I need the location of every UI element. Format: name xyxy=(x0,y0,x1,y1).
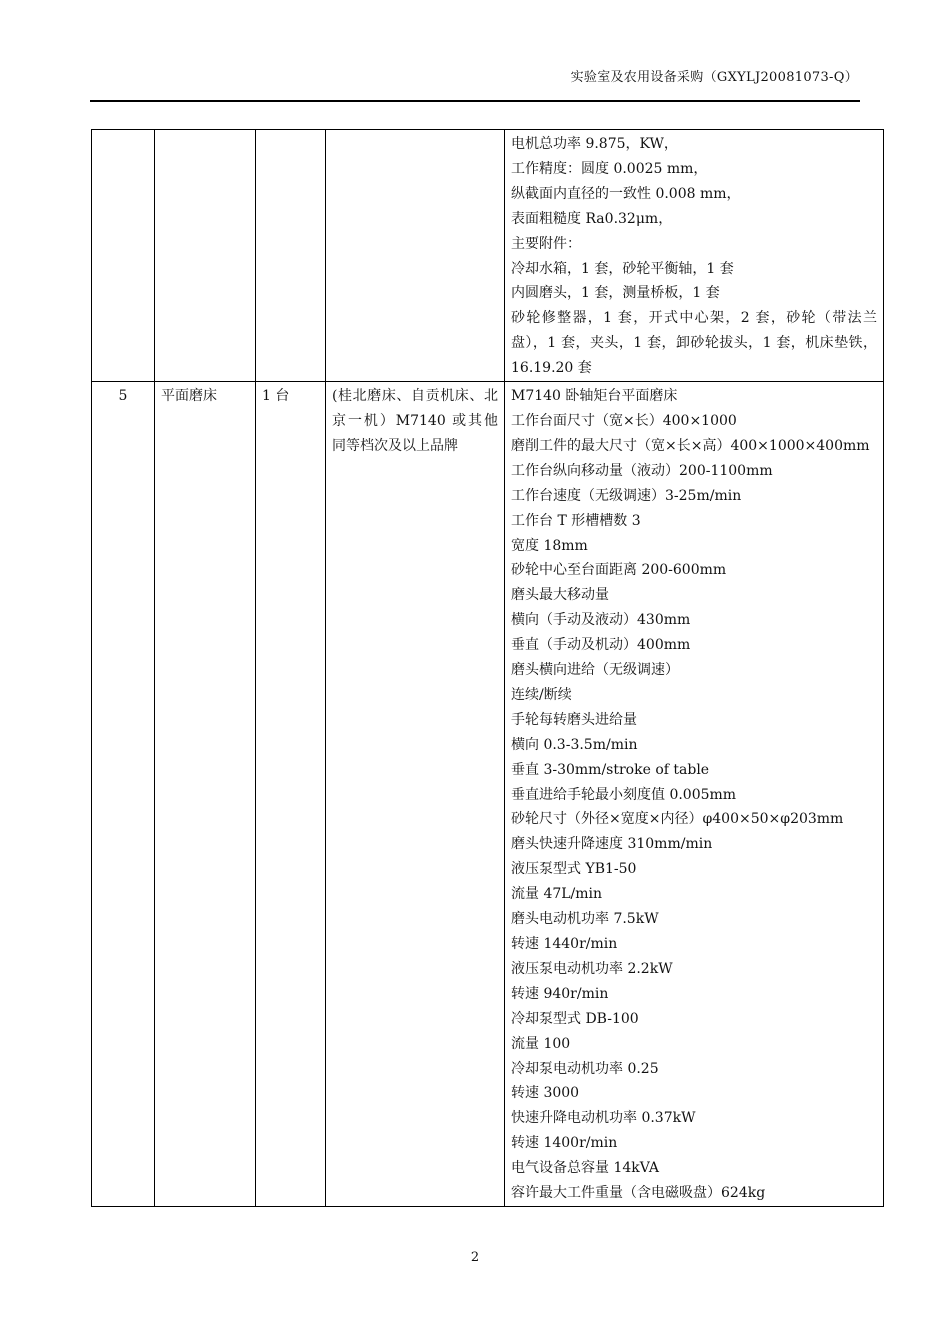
spec-line: 磨头电动机功率 7.5kW xyxy=(511,911,659,928)
spec-line: 横向（手动及液动）430mm xyxy=(511,612,691,629)
spec-line: 快速升降电动机功率 0.37kW xyxy=(511,1110,696,1127)
spec-line: 手轮每转磨头进给量 xyxy=(511,711,637,728)
cell-item-quantity: 1 台 xyxy=(256,382,326,1207)
spec-line: 工作台 T 形槽槽数 3 xyxy=(511,512,641,529)
spec-line: 连续/断续 xyxy=(511,686,572,703)
spec-line: 冷却泵型式 DB-100 xyxy=(511,1010,639,1027)
spec-line: 容许最大工件重量（含电磁吸盘）624kg xyxy=(511,1185,766,1202)
spec-line: 工作精度：圆度 0.0025 mm， xyxy=(511,160,708,177)
spec-line: 工作台面尺寸（宽×长）400×1000 xyxy=(511,412,737,429)
spec-line: 主要附件： xyxy=(511,235,581,252)
spec-line: 磨削工件的最大尺寸（宽×长×高）400×1000×400mm xyxy=(511,437,870,454)
spec-line: 流量 100 xyxy=(511,1035,571,1052)
spec-line: 宽度 18mm xyxy=(511,537,588,554)
spec-line: 转速 1400r/min xyxy=(511,1135,618,1152)
spec-line: 垂直（手动及机动）400mm xyxy=(511,637,691,654)
spec-line: 转速 940r/min xyxy=(511,985,609,1002)
cell-item-brand: (桂北磨床、自贡机床、北京一机）M7140 或其他同等档次及以上品牌 xyxy=(326,382,505,1207)
spec-line: 垂直 3-30mm/stroke of table xyxy=(511,761,710,778)
spec-line: M7140 卧轴矩台平面磨床 xyxy=(511,388,678,405)
cell-item-specs xyxy=(505,382,884,1207)
cell-qty-empty xyxy=(256,130,326,382)
spec-line: 砂轮中心至台面距离 200-600mm xyxy=(511,562,727,579)
spec-line: 磨头横向进给（无级调速） xyxy=(511,662,679,679)
table-row-continued xyxy=(92,130,884,382)
spec-line: 横向 0.3-3.5m/min xyxy=(511,736,638,753)
spec-line: 内圆磨头，1 套，测量桥板，1 套 xyxy=(511,285,720,302)
document-header-title: 实验室及农用设备采购（GXYLJ20081073-Q） xyxy=(570,70,858,85)
table-row-item-5 xyxy=(92,382,884,1207)
spec-line: 砂轮尺寸（外径×宽度×内径）φ400×50×φ203mm xyxy=(511,811,844,828)
spec-paragraph-accessories: 砂轮修整器，1 套，开式中心架，2 套，砂轮（带法兰盘），1 套，夹头，1 套，卸砂轮拔头，1 套，机床垫铁，16.19.20 套 xyxy=(511,310,877,377)
cell-no-empty xyxy=(92,130,155,382)
spec-line: 冷却泵电动机功率 0.25 xyxy=(511,1060,659,1077)
spec-line: 转速 3000 xyxy=(511,1085,580,1102)
cell-brand-empty xyxy=(326,130,505,382)
spec-line: 电机总功率 9.875，KW， xyxy=(511,136,678,152)
cell-item-number: 5 xyxy=(92,382,155,1207)
cell-item-name: 平面磨床 xyxy=(155,382,256,1207)
spec-line: 工作台速度（无级调速）3-25m/min xyxy=(511,487,742,504)
spec-line: 表面粗糙度 Ra0.32μm， xyxy=(511,210,673,227)
spec-line: 垂直进给手轮最小刻度值 0.005mm xyxy=(511,786,737,803)
cell-name-empty xyxy=(155,130,256,382)
spec-line: 液压泵型式 YB1-50 xyxy=(511,861,637,878)
spec-line: 液压泵电动机功率 2.2kW xyxy=(511,960,673,977)
spec-line: 转速 1440r/min xyxy=(511,936,618,952)
equipment-spec-table xyxy=(91,129,884,1207)
header-divider xyxy=(90,100,860,102)
cell-spec-continued xyxy=(505,130,884,382)
spec-line: 冷却水箱，1 套，砂轮平衡轴，1 套 xyxy=(511,260,734,277)
spec-line: 流量 47L/min xyxy=(511,886,603,903)
spec-line: 磨头最大移动量 xyxy=(511,587,609,604)
spec-line: 磨头快速升降速度 310mm/min xyxy=(511,836,713,853)
spec-line: 纵截面内直径的一致性 0.008 mm， xyxy=(511,185,741,202)
page-number: 2 xyxy=(470,1250,480,1265)
spec-line: 电气设备总容量 14kVA xyxy=(511,1160,660,1177)
spec-line: 工作台纵向移动量（液动）200-1100mm xyxy=(511,462,773,479)
